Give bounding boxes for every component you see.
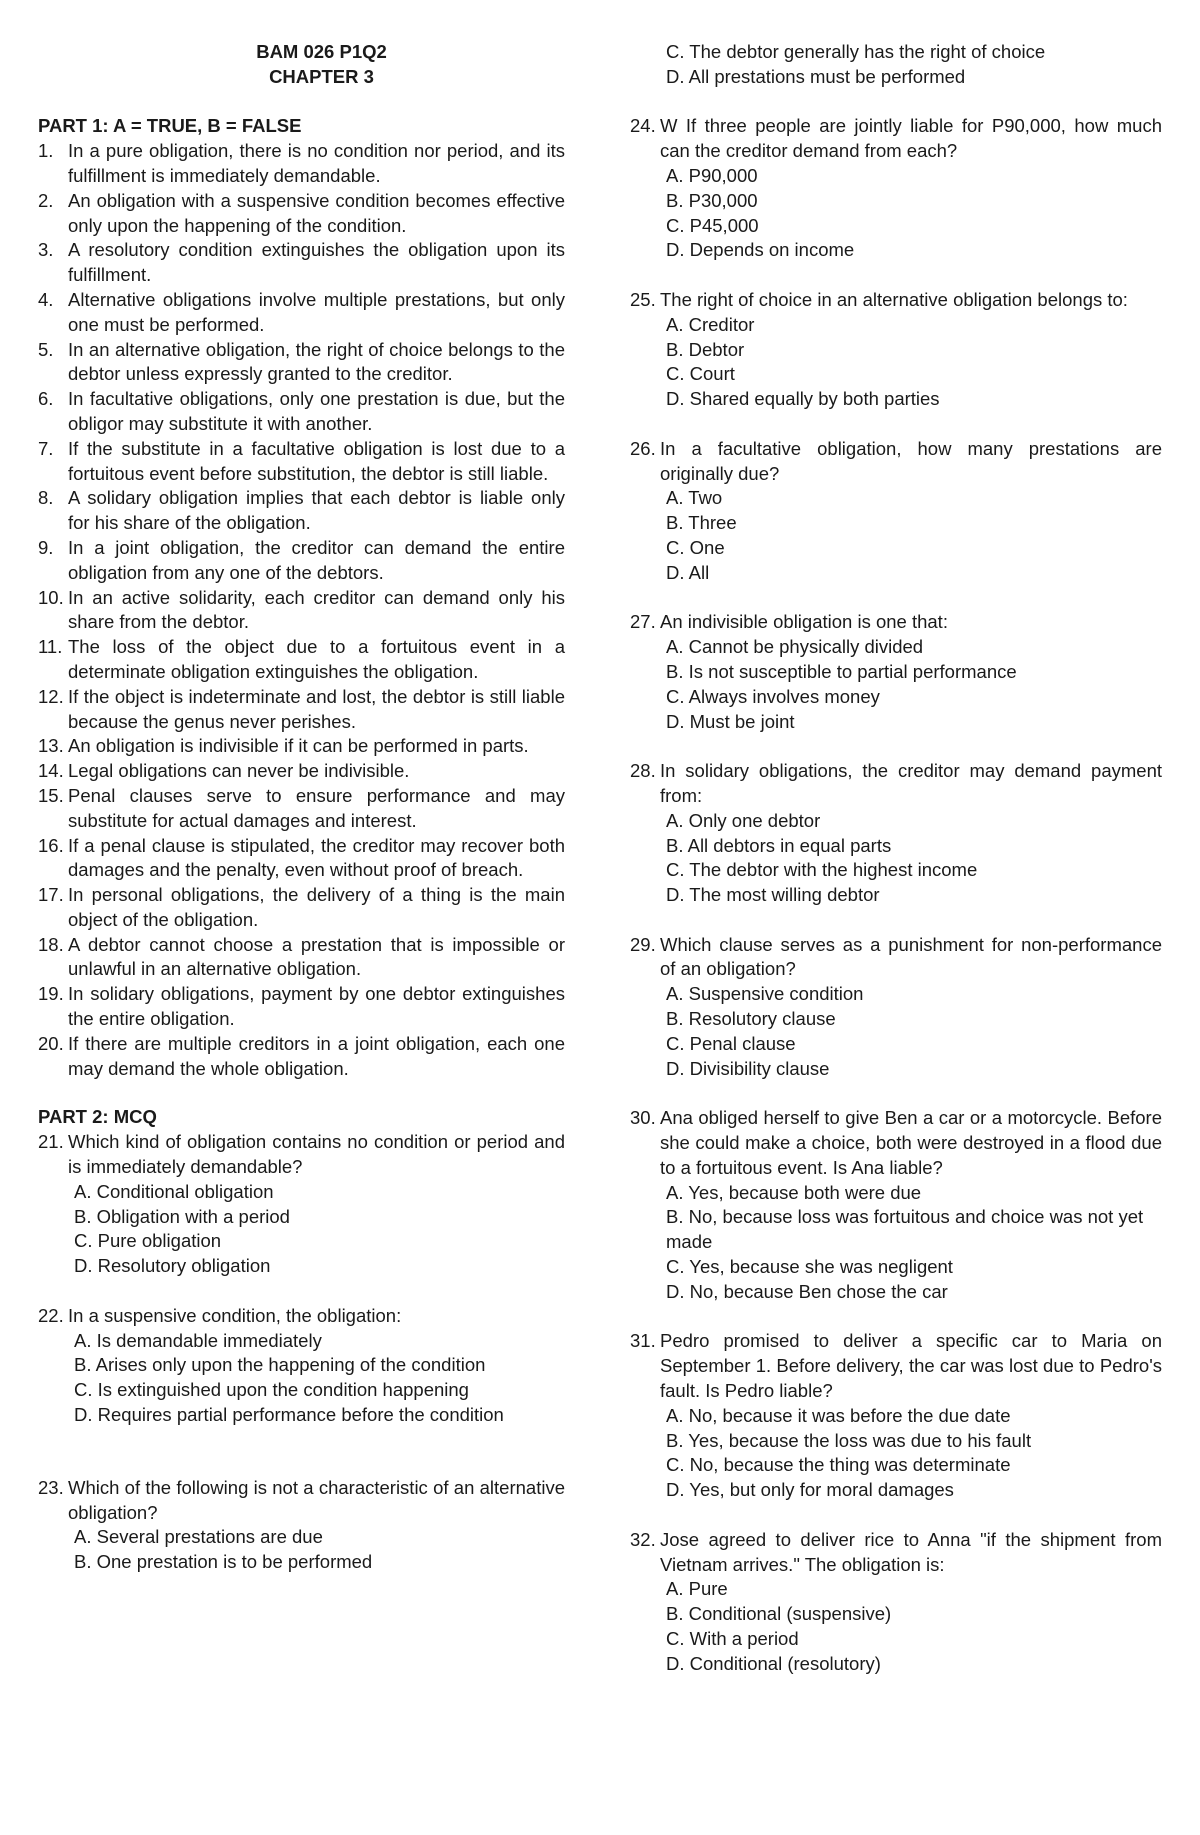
- answer-option[interactable]: B. P30,000: [666, 189, 758, 211]
- part2-title: PART 2: MCQ: [38, 1106, 157, 1128]
- answer-option[interactable]: D. The most willing debtor: [666, 884, 880, 906]
- question-text: The right of choice in an alternative obligation belongs to:: [660, 288, 1128, 310]
- spacer: [38, 1428, 565, 1476]
- answer-option[interactable]: B. Three: [666, 512, 737, 534]
- mcq-q23: [38, 1476, 565, 1575]
- item-number: 13.: [38, 735, 64, 757]
- item-number: 5.: [38, 338, 54, 360]
- item-text: Penal clauses serve to ensure performance and may substitute for actual damages and interest.: [68, 784, 565, 831]
- question-stem: [630, 610, 1162, 635]
- tf-item: [38, 784, 565, 834]
- item-number: 3.: [38, 239, 54, 261]
- question-stem: [630, 759, 1162, 809]
- answer-option[interactable]: B. Is not susceptible to partial performance: [666, 660, 1017, 682]
- item-text: In a pure obligation, there is no condition nor period, and its fulfillment is immediately demandable.: [68, 140, 565, 186]
- mcq-q23-continued: [630, 40, 1162, 90]
- item-text: An obligation with a suspensive condition becomes effective only upon the happening of the condition.: [68, 189, 565, 236]
- answer-option[interactable]: C. With a period: [666, 1628, 799, 1649]
- answer-option[interactable]: A. No, because it was before the due date: [666, 1404, 1011, 1426]
- item-number: 1.: [38, 140, 54, 162]
- document-code: BAM 026 P1Q2: [256, 41, 387, 62]
- item-text: If the substitute in a facultative obligation is lost due to a fortuitous event before substitution, the debtor is still liable.: [68, 437, 565, 484]
- answer-option[interactable]: B. Conditional (suspensive): [666, 1603, 892, 1625]
- answer-option[interactable]: B. Yes, because the loss was due to his fault: [666, 1429, 1032, 1451]
- chapter-title: CHAPTER 3: [269, 65, 374, 87]
- answer-option[interactable]: D. Shared equally by both parties: [666, 388, 940, 410]
- question-number: 22.: [38, 1304, 64, 1326]
- tf-item: [38, 189, 565, 239]
- mcq-q29: [630, 933, 1162, 1082]
- answer-option[interactable]: C. Always involves money: [666, 685, 880, 707]
- answer-option[interactable]: A. Two: [666, 487, 723, 509]
- tf-item: [38, 734, 565, 759]
- answer-option[interactable]: D. No, because Ben chose the car: [666, 1280, 948, 1302]
- mcq-q22: [38, 1304, 565, 1428]
- question-number: 28.: [630, 760, 656, 782]
- question-text: In a suspensive condition, the obligation:: [68, 1304, 402, 1326]
- item-number: 10.: [38, 586, 64, 608]
- answer-option[interactable]: A. Conditional obligation: [74, 1180, 274, 1202]
- question-number: 31.: [630, 1330, 656, 1352]
- tf-item: [38, 834, 565, 884]
- item-number: 14.: [38, 760, 64, 782]
- item-number: 19.: [38, 983, 64, 1005]
- answer-option[interactable]: C. No, because the thing was determinate: [666, 1454, 1011, 1476]
- tf-item: [38, 883, 565, 933]
- answer-option[interactable]: D. All: [666, 561, 710, 583]
- question-text: Ana obliged herself to give Ben a car or a motorcycle. Before she could make a choice, both were destroyed in a flood due to a fortuitous event. Is Ana liable?: [660, 1107, 1162, 1178]
- item-number: 18.: [38, 933, 64, 955]
- tf-item: [38, 586, 565, 636]
- answer-option[interactable]: A. Pure: [666, 1578, 728, 1600]
- tf-item: [38, 635, 565, 685]
- answer-option[interactable]: D. Depends on income: [666, 239, 855, 261]
- mcq-list-right: [630, 40, 1162, 1677]
- item-number: 12.: [38, 685, 64, 707]
- question-number: 27.: [630, 611, 656, 633]
- answer-option[interactable]: D. Conditional (resolutory): [666, 1652, 881, 1674]
- answer-option[interactable]: C. The debtor generally has the right of choice: [666, 41, 1046, 62]
- item-text: In personal obligations, the delivery of a thing is the main object of the obligation.: [68, 884, 565, 930]
- answer-option[interactable]: C. Yes, because she was negligent: [666, 1256, 953, 1278]
- tf-item: [38, 685, 565, 735]
- spacer: [630, 908, 1162, 933]
- mcq-q31: [630, 1329, 1162, 1503]
- answer-option[interactable]: D. All prestations must be performed: [666, 65, 966, 87]
- question-number: 23.: [38, 1476, 64, 1498]
- item-text: In facultative obligations, only one prestation is due, but the obligor may substitute it with another.: [68, 388, 565, 434]
- answer-option[interactable]: B. All debtors in equal parts: [666, 834, 892, 856]
- question-text: In a facultative obligation, how many prestations are originally due?: [660, 437, 1162, 484]
- spacer: [630, 586, 1162, 611]
- item-number: 8.: [38, 487, 54, 509]
- answer-option[interactable]: A. Several prestations are due: [74, 1526, 323, 1548]
- answer-option[interactable]: A. Suspensive condition: [666, 983, 864, 1005]
- right-column: [630, 40, 1162, 1677]
- tf-item: [38, 982, 565, 1032]
- answer-option[interactable]: D. Yes, but only for moral damages: [666, 1479, 954, 1501]
- tf-item: [38, 139, 565, 189]
- mcq-q24: [630, 114, 1162, 263]
- answer-option[interactable]: B. Obligation with a period: [74, 1205, 290, 1227]
- question-text: An indivisible obligation is one that:: [660, 611, 948, 633]
- item-text: In an active solidarity, each creditor can demand only his share from the debtor.: [68, 586, 565, 633]
- tf-item: [38, 338, 565, 388]
- answer-option[interactable]: A. P90,000: [666, 164, 758, 186]
- question-stem: [38, 1476, 565, 1526]
- mcq-q27: [630, 610, 1162, 734]
- tf-item: [38, 933, 565, 983]
- question-text: Jose agreed to deliver rice to Anna "if the shipment from Vietnam arrives." The obligation is:: [660, 1528, 1162, 1575]
- mcq-q25: [630, 288, 1162, 412]
- answer-option[interactable]: D. Requires partial performance before the condition: [74, 1404, 504, 1426]
- answer-option[interactable]: B. One prestation is to be performed: [74, 1551, 373, 1573]
- mcq-list-left: [38, 1130, 565, 1575]
- answer-option[interactable]: D. Resolutory obligation: [74, 1255, 271, 1277]
- question-stem: [38, 1304, 565, 1329]
- question-text: Pedro promised to deliver a specific car to Maria on September 1. Before delivery, the car was lost due to Pedro's fault. Is Pedro liable?: [660, 1330, 1162, 1402]
- question-number: 24.: [630, 115, 656, 137]
- answer-option[interactable]: D. Divisibility clause: [666, 1057, 830, 1079]
- spacer: [630, 1081, 1162, 1106]
- tf-item: [38, 536, 565, 586]
- question-text: Which clause serves as a punishment for non-performance of an obligation?: [660, 933, 1162, 980]
- spacer: [630, 412, 1162, 437]
- question-stem: [630, 437, 1162, 487]
- spacer: [630, 263, 1162, 288]
- tf-item: [38, 387, 565, 437]
- answer-option[interactable]: A. Yes, because both were due: [666, 1181, 922, 1203]
- item-text: A debtor cannot choose a prestation that is impossible or unlawful in an alternative obligation.: [68, 933, 565, 980]
- answer-option[interactable]: B. Resolutory clause: [666, 1008, 836, 1030]
- answer-option[interactable]: C. One: [666, 536, 725, 558]
- tf-item: [38, 288, 565, 338]
- item-number: 17.: [38, 884, 64, 906]
- question-text: Which of the following is not a characteristic of an alternative obligation?: [68, 1476, 565, 1523]
- item-text: If there are multiple creditors in a joint obligation, each one may demand the whole obligation.: [68, 1032, 565, 1079]
- mcq-q30: [630, 1106, 1162, 1304]
- item-number: 7.: [38, 437, 54, 459]
- answer-option[interactable]: B. Arises only upon the happening of the condition: [74, 1354, 486, 1376]
- item-text: In solidary obligations, payment by one debtor extinguishes the entire obligation.: [68, 983, 565, 1030]
- left-column: [38, 40, 565, 1575]
- mcq-q21: [38, 1130, 565, 1279]
- item-text: A solidary obligation implies that each debtor is liable only for his share of the obligation.: [68, 487, 565, 534]
- tf-item: [38, 759, 565, 784]
- spacer: [630, 1305, 1162, 1330]
- mcq-q32: [630, 1528, 1162, 1677]
- question-stem: [630, 288, 1162, 313]
- question-text: In solidary obligations, the creditor may demand payment from:: [660, 760, 1162, 806]
- answer-option[interactable]: C. Pure obligation: [74, 1230, 222, 1252]
- tf-item: [38, 238, 565, 288]
- question-number: 26.: [630, 437, 656, 459]
- question-number: 25.: [630, 288, 656, 310]
- question-number: 29.: [630, 933, 656, 955]
- item-text: If a penal clause is stipulated, the creditor may recover both damages and the penalty, even without proof of breach.: [68, 834, 565, 881]
- item-number: 2.: [38, 189, 54, 211]
- question-stem: [630, 1528, 1162, 1578]
- mcq-q26: [630, 437, 1162, 586]
- item-number: 16.: [38, 834, 64, 856]
- spacer: [630, 1503, 1162, 1528]
- item-number: 4.: [38, 288, 54, 310]
- answer-option[interactable]: A. Cannot be physically divided: [666, 636, 924, 658]
- question-stem: [38, 1130, 565, 1180]
- answer-option[interactable]: D. Must be joint: [666, 710, 795, 732]
- item-text: In an alternative obligation, the right of choice belongs to the debtor unless expressly granted to the creditor.: [68, 338, 565, 385]
- answer-option[interactable]: C. Is extinguished upon the condition happening: [74, 1379, 469, 1401]
- answer-option[interactable]: B. Debtor: [666, 338, 745, 360]
- tf-item: [38, 437, 565, 487]
- answer-option[interactable]: C. The debtor with the highest income: [666, 859, 978, 881]
- mcq-q28: [630, 759, 1162, 908]
- tf-item: [38, 486, 565, 536]
- item-text: An obligation is indivisible if it can be performed in parts.: [68, 735, 529, 757]
- item-text: In a joint obligation, the creditor can demand the entire obligation from any one of the debtors.: [68, 536, 565, 583]
- question-text: Which kind of obligation contains no condition or period and is immediately demandable?: [68, 1131, 565, 1178]
- item-text: A resolutory condition extinguishes the obligation upon its fulfillment.: [68, 239, 565, 286]
- item-number: 11.: [38, 636, 63, 658]
- true-false-list: [38, 139, 565, 1081]
- answer-option[interactable]: C. P45,000: [666, 214, 759, 236]
- tf-item: [38, 1032, 565, 1082]
- part1-title: PART 1: A = TRUE, B = FALSE: [38, 115, 302, 137]
- spacer: [630, 734, 1162, 759]
- question-number: 32.: [630, 1528, 656, 1550]
- answer-option[interactable]: C. Court: [666, 363, 735, 385]
- item-text: The loss of the object due to a fortuitous event in a determinate obligation extinguishes the obligation.: [68, 636, 565, 682]
- item-number: 6.: [38, 388, 54, 410]
- item-number: 20.: [38, 1032, 64, 1054]
- answer-option[interactable]: A. Is demandable immediately: [74, 1329, 322, 1351]
- question-stem: [630, 1106, 1162, 1180]
- item-text: Legal obligations can never be indivisible.: [68, 760, 410, 782]
- item-text: Alternative obligations involve multiple prestations, but only one must be performed.: [68, 288, 565, 335]
- item-number: 15.: [38, 784, 64, 806]
- answer-option[interactable]: A. Only one debtor: [666, 809, 821, 831]
- question-stem: [630, 114, 1162, 164]
- question-stem: [630, 933, 1162, 983]
- answer-option[interactable]: C. Penal clause: [666, 1032, 796, 1054]
- spacer: [630, 90, 1162, 115]
- answer-option[interactable]: B. No, because loss was fortuitous and choice was not yet made: [666, 1206, 1144, 1253]
- spacer: [38, 1279, 565, 1304]
- question-text: W If three people are jointly liable for P90,000, how much can the creditor demand from each?: [660, 115, 1162, 162]
- item-number: 9.: [38, 536, 54, 558]
- question-number: 21.: [38, 1131, 64, 1153]
- item-text: If the object is indeterminate and lost, the debtor is still liable because the genus never perishes.: [68, 685, 565, 732]
- question-stem: [630, 1329, 1162, 1403]
- answer-option[interactable]: A. Creditor: [666, 313, 755, 335]
- question-number: 30.: [630, 1107, 656, 1129]
